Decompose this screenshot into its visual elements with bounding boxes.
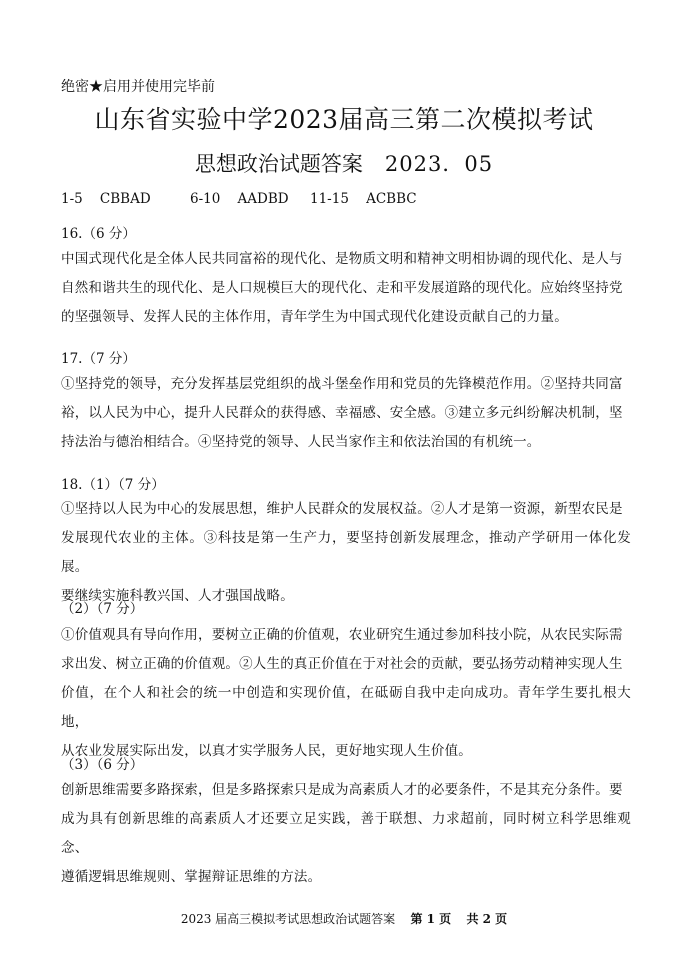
exam-date: 2023．05	[384, 152, 494, 176]
choice-range: 6-10	[190, 191, 221, 207]
answer-line: 遵循逻辑思维规则、掌握辩证思维的方法。	[61, 869, 322, 885]
answer-line: 的坚强领导、发挥人民的主体作用，青年学生为中国式现代化建设贡献自己的力量。	[61, 309, 568, 325]
choice-group	[310, 191, 417, 207]
question-18-2-answer	[61, 621, 631, 766]
answer-line: 要继续实施科教兴国、人才强国战略。	[61, 588, 294, 604]
answer-line: 成为具有创新思维的高素质人才还要立足实践，善于联想、力求超前，同时树立科学思维观念、	[61, 811, 631, 856]
question-18-1-heading: 18.（1）（7 分）	[61, 477, 165, 493]
choice-range: 1-5	[61, 191, 83, 207]
answer-line: ①价值观具有导向作用，要树立正确的价值观，农业研究生通过参加科技小院，从农民实际需	[61, 627, 623, 643]
page-footer	[0, 910, 688, 927]
question-17-heading: 17.（7 分）	[61, 351, 136, 367]
choice-answers: CBBAD	[99, 191, 151, 207]
choice-answers-row	[61, 191, 417, 207]
question-16-heading: 16.（6 分）	[61, 226, 136, 242]
answer-line: 创新思维需要多路探索，但是多路探索只是成为高素质人才的必要条件，不是其充分条件。要	[61, 782, 623, 798]
answer-line: 求出发、树立正确的价值观。②人生的真正价值在于对社会的贡献，要弘扬劳动精神实现人生	[61, 656, 623, 672]
answer-line: 从农业发展实际出发，以真才实学服务人民，更好地实现人生价值。	[61, 743, 472, 759]
choice-answers: ACBBC	[366, 191, 417, 207]
question-18-1-answer	[61, 495, 631, 611]
footer-page-current: 第 1 页	[410, 912, 452, 926]
answer-line: ①坚持党的领导，充分发挥基层党组织的战斗堡垒作用和党员的先锋模范作用。②坚持共同富	[61, 376, 623, 392]
choice-group	[61, 191, 190, 207]
choice-group	[190, 191, 310, 207]
question-18-3-answer	[61, 776, 631, 892]
answer-line: 价值，在个人和社会的统一中创造和实现价值，在砥砺自我中走向成功。青年学生要扎根大地，	[61, 685, 631, 730]
answer-line: 自然和谐共生的现代化、是人口规模巨大的现代化、走和平发展道路的现代化。应始终坚持党	[61, 280, 623, 296]
answer-line: 中国式现代化是全体人民共同富裕的现代化、是物质文明和精神文明相协调的现代化、是人与	[61, 251, 623, 267]
footer-page-total: 共 2 页	[466, 912, 508, 926]
answer-line: 持法治与德治相结合。④坚持党的领导、人民当家作主和依法治国的有机统一。	[61, 434, 541, 450]
choice-range: 11-15	[310, 191, 349, 207]
question-18-2-heading: （2）（7 分）	[61, 601, 144, 617]
choice-answers: AADBD	[237, 191, 289, 207]
question-16-answer	[61, 245, 631, 332]
page-title: 山东省实验中学2023届高三第二次模拟考试	[94, 105, 594, 134]
page-subtitle	[0, 148, 688, 178]
subtitle-text: 思想政治试题答案	[194, 152, 363, 176]
confidentiality-label: 绝密★启用并使用完毕前	[61, 79, 215, 95]
answer-line: 发展现代农业的主体。③科技是第一生产力，要坚持创新发展理念，推动产学研用一体化发展。	[61, 530, 631, 575]
question-18-3-heading: （3）（6 分）	[61, 757, 144, 773]
question-17-answer	[61, 370, 631, 457]
footer-doc-title: 2023 届高三模拟考试思想政治试题答案	[180, 912, 396, 926]
answer-line: ①坚持以人民为中心的发展思想，维护人民群众的发展权益。②人才是第一资源，新型农民是	[61, 501, 623, 517]
answer-line: 裕，以人民为中心，提升人民群众的获得感、幸福感、安全感。③建立多元纠纷解决机制，坚	[61, 405, 623, 421]
